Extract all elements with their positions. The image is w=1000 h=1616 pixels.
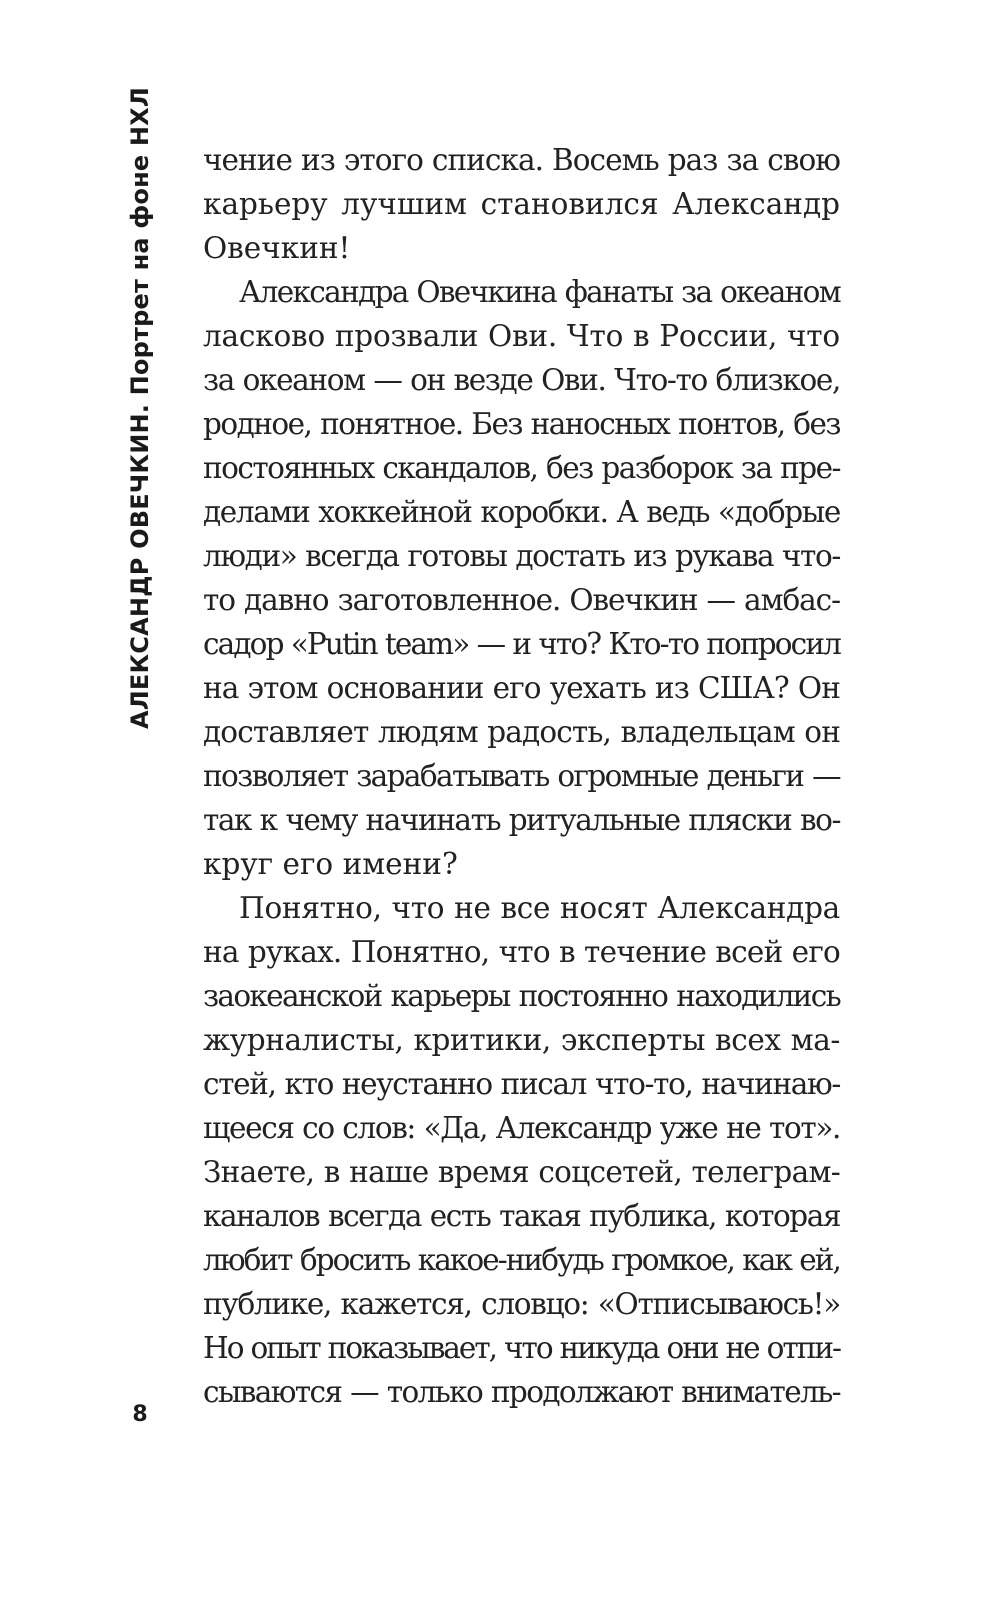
text-line: стей, кто неустанно писал что-то, начинаю- — [203, 1067, 840, 1101]
page-number: 8 — [132, 1402, 148, 1427]
text-line: делами хоккейной коробки. А ведь «добрые — [203, 495, 840, 529]
text-line: то давно заготовленное. Овечкин — амбас- — [203, 583, 840, 617]
text-line: Овечкин! — [203, 231, 351, 265]
text-line: чение из этого списка. Восемь раз за свою — [203, 143, 840, 177]
text-line: позволяет зарабатывать огромные деньги — — [203, 759, 840, 793]
text-line: Знаете, в наше время соцсетей, телеграм- — [203, 1155, 840, 1189]
text-line: публике, кажется, словцо: «Отписываюсь!» — [203, 1287, 840, 1321]
text-line: круг его имени? — [203, 847, 458, 881]
paragraph-3 — [203, 886, 840, 1414]
text-line: любит бросить какое-нибудь громкое, как ей, — [203, 1243, 840, 1277]
text-line: Но опыт показывает, что никуда они не отпи- — [203, 1331, 840, 1365]
text-line: садор «Putin team» — и что? Кто-то попросил — [203, 627, 840, 661]
body-text — [203, 138, 840, 1414]
paragraph-1 — [203, 138, 840, 270]
text-line: доставляет людям радость, владельцам он — [203, 715, 840, 749]
running-head — [120, 86, 160, 730]
text-line: за океаном — он везде Ови. Что-то близкое, — [203, 363, 840, 397]
running-head-text: АЛЕКСАНДР ОВЕЧКИН. Портрет на фоне НХЛ — [126, 86, 154, 730]
text-line: так к чему начинать ритуальные пляски во- — [203, 803, 840, 837]
text-line: каналов всегда есть такая публика, которая — [203, 1199, 840, 1233]
text-line: карьеру лучшим становился Александр — [203, 187, 840, 221]
text-line: на этом основании его уехать из США? Он — [203, 671, 840, 705]
text-line: родное, понятное. Без наносных понтов, без — [203, 407, 840, 441]
text-line: щееся со слов: «Да, Александр уже не тот». — [203, 1111, 840, 1145]
text-line: Александра Овечкина фанаты за океаном — [239, 275, 840, 309]
text-line: Понятно, что не все носят Александра — [239, 891, 840, 925]
text-line: постоянных скандалов, без разборок за пре- — [203, 451, 840, 485]
text-line: сываются — только продолжают вниматель- — [203, 1375, 840, 1409]
text-line: люди» всегда готовы достать из рукава что- — [203, 539, 840, 573]
text-line: заокеанской карьеры постоянно находились — [203, 979, 840, 1013]
text-line: на руках. Понятно, что в течение всей его — [203, 935, 840, 969]
text-line: ласково прозвали Ови. Что в России, что — [203, 319, 840, 353]
paragraph-2 — [203, 270, 840, 886]
text-line: журналисты, критики, эксперты всех ма- — [203, 1023, 840, 1057]
